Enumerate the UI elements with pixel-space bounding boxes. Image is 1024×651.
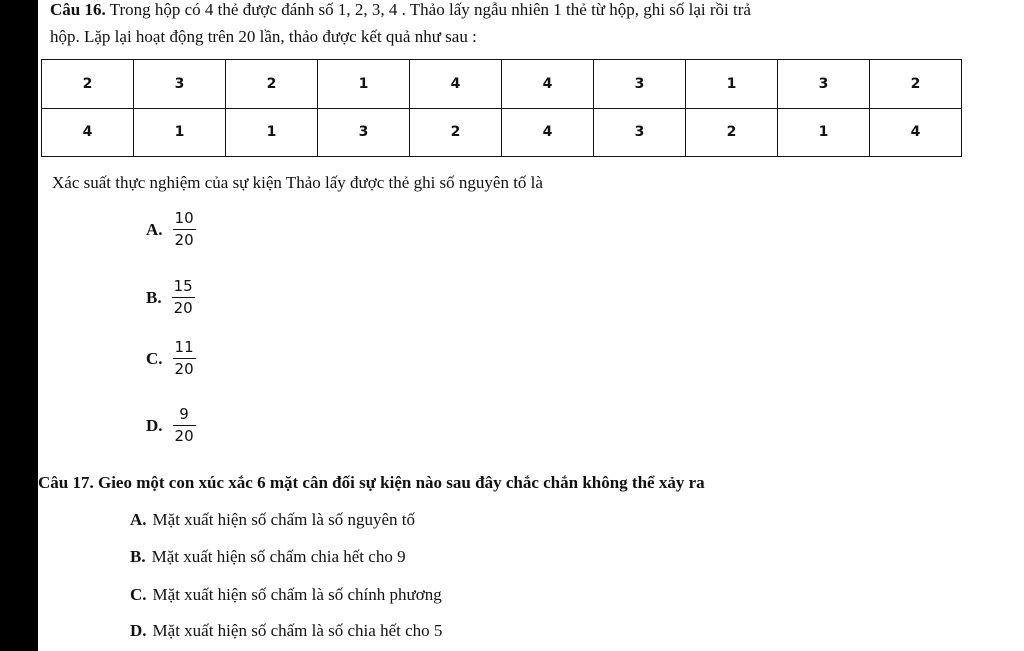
option-letter: B. [146, 287, 162, 307]
document-page [38, 0, 1024, 651]
option-text: Mặt xuất hiện số chấm là số nguyên tố [152, 510, 416, 529]
fraction [172, 277, 195, 318]
fraction-denominator: 20 [174, 427, 194, 445]
table-cell: 2 [226, 60, 318, 109]
table-cell: 3 [134, 60, 226, 109]
fraction-numerator: 9 [179, 405, 189, 423]
table-cell: 1 [778, 108, 870, 157]
option-letter: A. [130, 510, 147, 529]
table-cell: 3 [318, 108, 410, 157]
option-letter: D. [146, 415, 163, 435]
fraction-numerator: 11 [174, 338, 194, 356]
fraction-denominator: 20 [174, 360, 194, 378]
fraction-numerator: 10 [174, 209, 194, 227]
q17-option-d[interactable] [130, 621, 442, 641]
option-letter: A. [146, 219, 163, 239]
table-cell: 3 [594, 60, 686, 109]
option-text: Mặt xuất hiện số chấm là số chia hết cho 5 [152, 621, 443, 640]
q16-intro-line1 [50, 0, 751, 20]
q16-question: Xác suất thực nghiệm của sự kiện Thảo lấy được thẻ ghi số nguyên tố là [52, 173, 543, 192]
q16-number: Câu 16. [50, 0, 106, 19]
q17-option-a[interactable] [130, 510, 415, 530]
table-cell: 4 [410, 60, 502, 109]
fraction-bar [172, 297, 195, 298]
table-cell: 2 [870, 60, 962, 109]
q16-intro-line2: hộp. Lặp lại hoạt động trên 20 lần, thảo được kết quả như sau : [50, 27, 477, 46]
q16-option-d[interactable] [146, 405, 196, 446]
option-text: Mặt xuất hiện số chấm chia hết cho 9 [151, 547, 406, 566]
fraction [173, 338, 196, 379]
table-cell: 4 [42, 108, 134, 157]
q16-option-a[interactable] [146, 209, 196, 250]
option-letter: C. [146, 348, 163, 368]
q16-option-b[interactable] [146, 277, 195, 318]
table-cell: 4 [502, 60, 594, 109]
table-cell: 1 [318, 60, 410, 109]
table-cell: 2 [410, 108, 502, 157]
table-cell: 4 [870, 108, 962, 157]
table-cell: 4 [502, 108, 594, 157]
fraction-bar [173, 358, 196, 359]
fraction-denominator: 20 [173, 299, 193, 317]
table-cell: 3 [778, 60, 870, 109]
table-row [42, 60, 962, 109]
table-cell: 2 [686, 108, 778, 157]
table-cell: 2 [42, 60, 134, 109]
q17-option-c[interactable] [130, 585, 442, 605]
fraction-bar [173, 229, 196, 230]
fraction [173, 405, 196, 446]
table-row [42, 108, 962, 157]
results-table [41, 59, 962, 157]
table-cell: 1 [686, 60, 778, 109]
option-letter: B. [130, 547, 146, 566]
table-cell: 3 [594, 108, 686, 157]
fraction-bar [173, 425, 196, 426]
q17-option-b[interactable] [130, 547, 406, 567]
option-letter: C. [130, 585, 147, 604]
table-cell: 1 [226, 108, 318, 157]
table-cell: 1 [134, 108, 226, 157]
fraction-numerator: 15 [173, 277, 193, 295]
fraction [173, 209, 196, 250]
option-letter: D. [130, 621, 147, 640]
fraction-denominator: 20 [174, 231, 194, 249]
q16-intro-text: Trong hộp có 4 thẻ được đánh số 1, 2, 3, 4 . Thảo lấy ngẫu nhiên 1 thẻ từ hộp, ghi số lại rồi trả [105, 0, 751, 19]
q17-title: Câu 17. Gieo một con xúc xắc 6 mặt cân đối sự kiện nào sau đây chắc chắn không thể xảy ra [38, 473, 705, 492]
option-text: Mặt xuất hiện số chấm là số chính phương [152, 585, 442, 604]
q16-option-c[interactable] [146, 338, 196, 379]
